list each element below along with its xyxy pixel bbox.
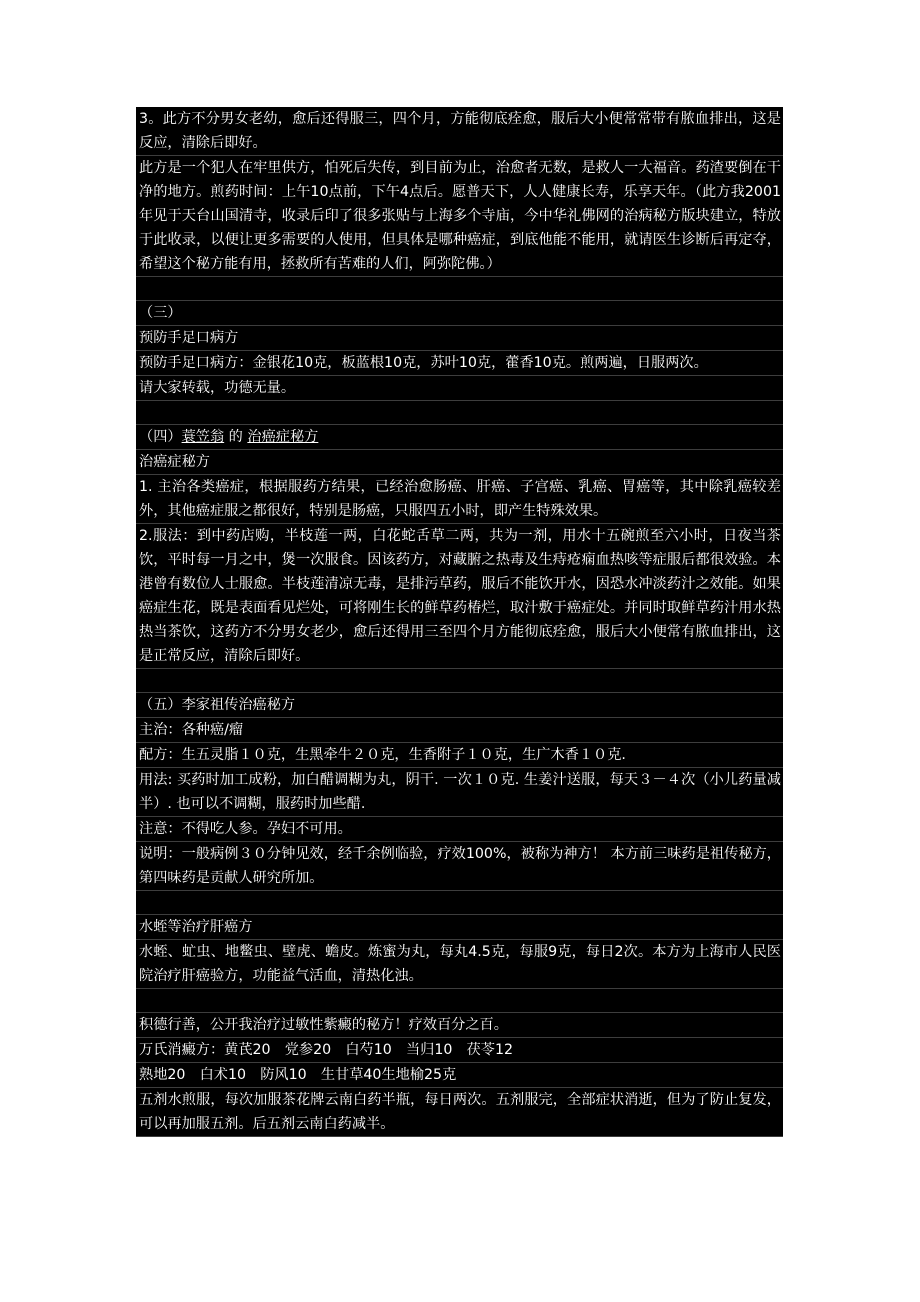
empty-row [136, 669, 783, 693]
section-heading [136, 425, 783, 450]
text-row: 请大家转载，功德无量。 [136, 376, 783, 401]
section-heading: 积德行善，公开我治疗过敏性紫癜的秘方！疗效百分之百。 [136, 1013, 783, 1038]
text-row: 说明：一般病例３０分钟见效，经千余例临验，疗效100%，被称为神方！ 本方前三味药是祖传秘方，第四味药是贡献人研究所加。 [136, 842, 783, 891]
text-row: 配方：生五灵脂１０克，生黑牵牛２０克，生香附子１０克，生广木香１０克. [136, 743, 783, 768]
text-row: 预防手足口病方：金银花10克，板蓝根10克，苏叶10克，藿香10克。煎两遍，日服两次。 [136, 351, 783, 376]
heading-mid: 的 [224, 429, 248, 445]
text-row: 2.服法：到中药店购，半枝莲一两，白花蛇舌草二两，共为一剂，用水十五碗煎至六小时，日夜当茶饮，平时每一月之中，煲一次服食。因该药方，对藏腑之热毒及生痔疮痫血热咳等症服后都很效验。本港曾有数位人士服愈。半枝莲清凉无毒，是排污草药，服后不能饮开水，因恐水冲淡药汁之效能。如果癌症生花，既是表面看见烂处，可将刚生长的鲜草药椿烂，取汁敷于癌症处。并同时取鲜草药汁用水热热当茶饮，这药方不分男女老少，愈后还得用三至四个月方能彻底痊愈，服后大小便常有脓血排出，这是正常反应，清除后即好。 [136, 524, 783, 669]
author-link[interactable]: 蓑笠翁 [181, 429, 225, 445]
title-link[interactable]: 治癌症秘方 [247, 429, 319, 445]
text-row: 此方是一个犯人在牢里供方，怕死后失传，到目前为止，治愈者无数，是救人一大福音。药渣要倒在干净的地方。煎药时间：上午10点前，下午4点后。愿普天下，人人健康长寿，乐享天年。（此方我2001年见于天台山国清寺，收录后印了很多张贴与上海多个寺庙，今中华礼佛网的治病秘方版块建立，特放于此收录，以便让更多需要的人使用，但具体是哪种癌症，到底他能不能用，就请医生诊断后再定夺，希望这个秘方能有用，拯救所有苦难的人们，阿弥陀佛。） [136, 156, 783, 277]
section-heading: 水蛭等治疗肝癌方 [136, 915, 783, 940]
text-row: 主治：各种癌/瘤 [136, 718, 783, 743]
text-row: 预防手足口病方 [136, 326, 783, 351]
text-row: 治癌症秘方 [136, 450, 783, 475]
empty-row [136, 401, 783, 425]
empty-row [136, 277, 783, 301]
text-row: 万氏消癜方：黄芪20 党参20 白芍10 当归10 茯苓12 [136, 1038, 783, 1063]
text-row: 注意：不得吃人参。孕妇不可用。 [136, 817, 783, 842]
text-row: 水蛭、虻虫、地鳖虫、壁虎、蟾皮。炼蜜为丸，每丸4.5克，每服9克，每日2次。本方为上海市人民医院治疗肝癌验方，功能益气活血，清热化浊。 [136, 940, 783, 989]
empty-row [136, 891, 783, 915]
text-row: 熟地20 白术10 防风10 生甘草40生地榆25克 [136, 1063, 783, 1088]
empty-row [136, 989, 783, 1013]
document-table [136, 107, 783, 1137]
text-row: 用法: 买药时加工成粉，加白醋调糊为丸，阴干. 一次１０克. 生姜汁送服，每天３－４次（小儿药量减半）. 也可以不调糊，服药时加些醋. [136, 768, 783, 817]
text-row: 五剂水煎服，每次加服茶花牌云南白药半瓶，每日两次。五剂服完，全部症状消逝，但为了防止复发，可以再加服五剂。后五剂云南白药减半。 [136, 1088, 783, 1137]
section-heading: （三） [136, 301, 783, 326]
section-heading: （五）李家祖传治癌秘方 [136, 693, 783, 718]
text-row: 3。此方不分男女老幼，愈后还得服三，四个月，方能彻底痊愈，服后大小便常常带有脓血排出，这是反应，清除后即好。 [136, 107, 783, 156]
heading-prefix: （四） [139, 429, 182, 445]
text-row: 1. 主治各类癌症，根据服药方结果，已经治愈肠癌、肝癌、子宫癌、乳癌、胃癌等，其中除乳癌较差外，其他癌症服之都很好，特别是肠癌，只服四五小时，即产生特殊效果。 [136, 475, 783, 524]
